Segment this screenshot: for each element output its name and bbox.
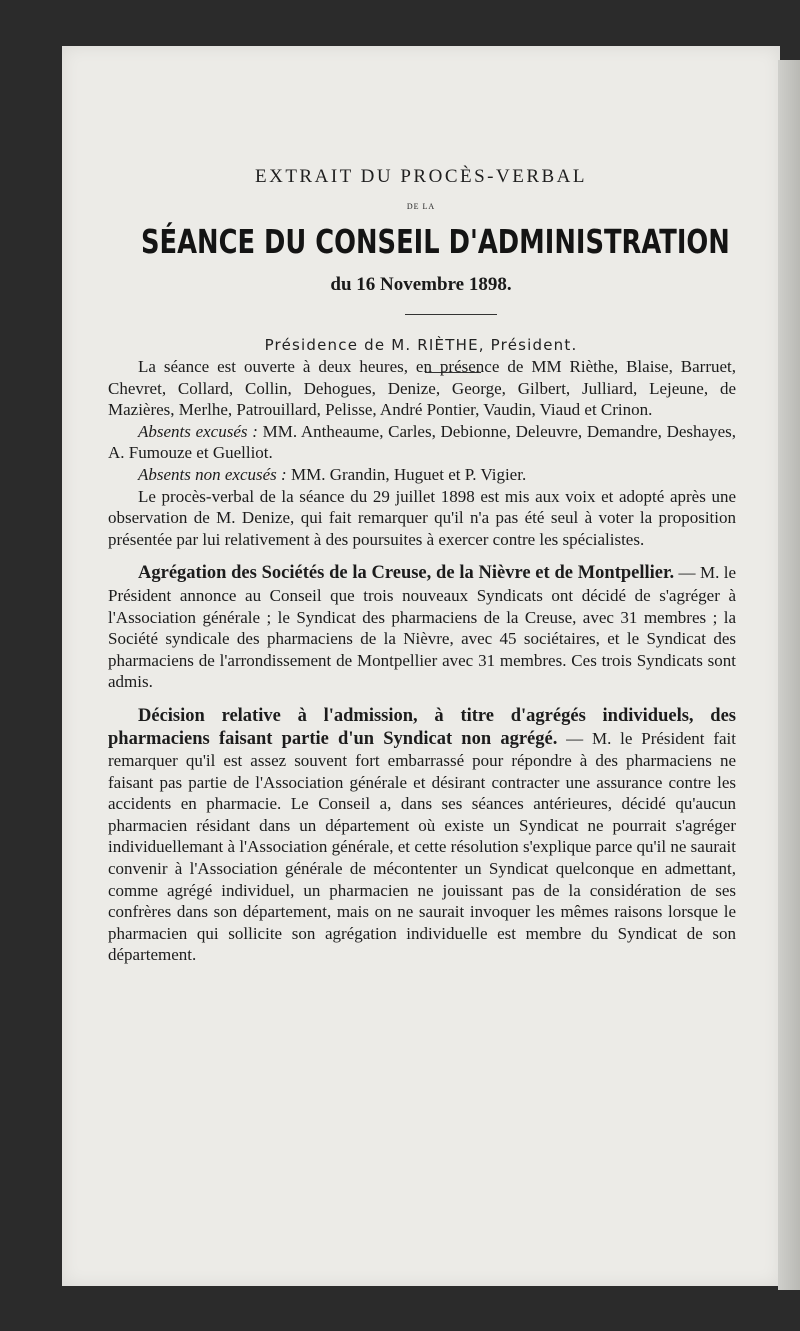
minutes-body: [108, 356, 736, 966]
absents-non-excuses-label: Absents non excusés :: [138, 464, 287, 484]
page-title: SÉANCE DU CONSEIL D'ADMINISTRATION: [140, 222, 730, 261]
paragraph-attendance: La séance est ouverte à deux heures, en présence de MM Rièthe, Blaise, Barruet, Chevret, Collard, Collin, Dehogues, Denize, George, Gilbert, Julliard, Lejeune, de Mazières, Merlhe, Patrouillard, Pelisse, André Pontier, Vaudin, Viaud et Crinon.: [108, 357, 736, 420]
paragraph-absents-non-excuses: [108, 464, 736, 486]
header-de-la: DE LA: [406, 202, 436, 211]
presidence-line: Présidence de M. RIÈTHE, Président.: [264, 336, 578, 354]
absents-excuses-list: MM. Antheaume, Carles, Debionne, Deleuvre, Demandre, Deshayes, A. Fumouze et Guelliot.: [108, 421, 736, 463]
section-agregation: [108, 562, 736, 693]
paragraph-proces-verbal: Le procès-verbal de la séance du 29 juillet 1898 est mis aux voix et adopté après une observation de M. Denize, qui fait remarquer qu'il n'a pas été seul à voter la proposition présentée par lui relativement à des poursuites à exercer contre les spécialistes.: [108, 486, 736, 549]
absents-non-excuses-list: MM. Grandin, Huguet et P. Vigier.: [286, 464, 527, 484]
page-edge: [778, 60, 800, 1290]
section-heading: Décision relative à l'admission, à titre d'agrégés individuels, des pharmaciens faisant partie d'un Syndicat non agrégé.: [108, 705, 736, 749]
section-decision: [108, 705, 736, 966]
paragraph-absents-excuses: [108, 421, 736, 464]
section-heading: Agrégation des Sociétés de la Creuse, de la Nièvre et de Montpellier.: [138, 563, 675, 584]
header-extrait: EXTRAIT DU PROCÈS-VERBAL: [255, 166, 587, 187]
absents-excuses-label: Absents excusés :: [138, 421, 258, 441]
section-text: — M. le Président fait remarquer qu'il est assez souvent fort embarrassé pour répondre à des pharmaciens ne faisant pas partie de l'Association générale et désirant contracter une assurance contre les accidents en pharmacie. Le Conseil a, dans ses séances antérieures, décidé qu'aucun pharmacien résidant dans un département où existe un Syndicat ne pourrait s'agréger individuellemant à l'Association générale, et cette résolution s'explique parce qu'il ne saurait convenir à l'Association générale de mécontenter un Syndicat quelconque en admettant, comme agrégé individuel, un pharmacien ne jouissant pas de la considération de ses confrères dans son département, mais on ne saurait invoquer les mêmes raisons lorsque le pharmacien qui sollicite son agrégation individuelle est membre du Syndicat de son département.: [108, 728, 736, 965]
session-date: du 16 Novembre 1898.: [330, 274, 512, 295]
section-text: — M. le Président annonce au Conseil que trois nouveaux Syndicats ont décidé de s'agréger à l'Association générale ; le Syndicat des pharmaciens de la Creuse, avec 31 membres ; la Société syndicale des pharmaciens de la Nièvre, avec 45 sociétaires, et le Syndicat des pharmaciens de l'arrondissement de Montpellier avec 31 membres. Ces trois Syndicats sont admis.: [108, 563, 736, 692]
divider-rule: [405, 314, 497, 315]
